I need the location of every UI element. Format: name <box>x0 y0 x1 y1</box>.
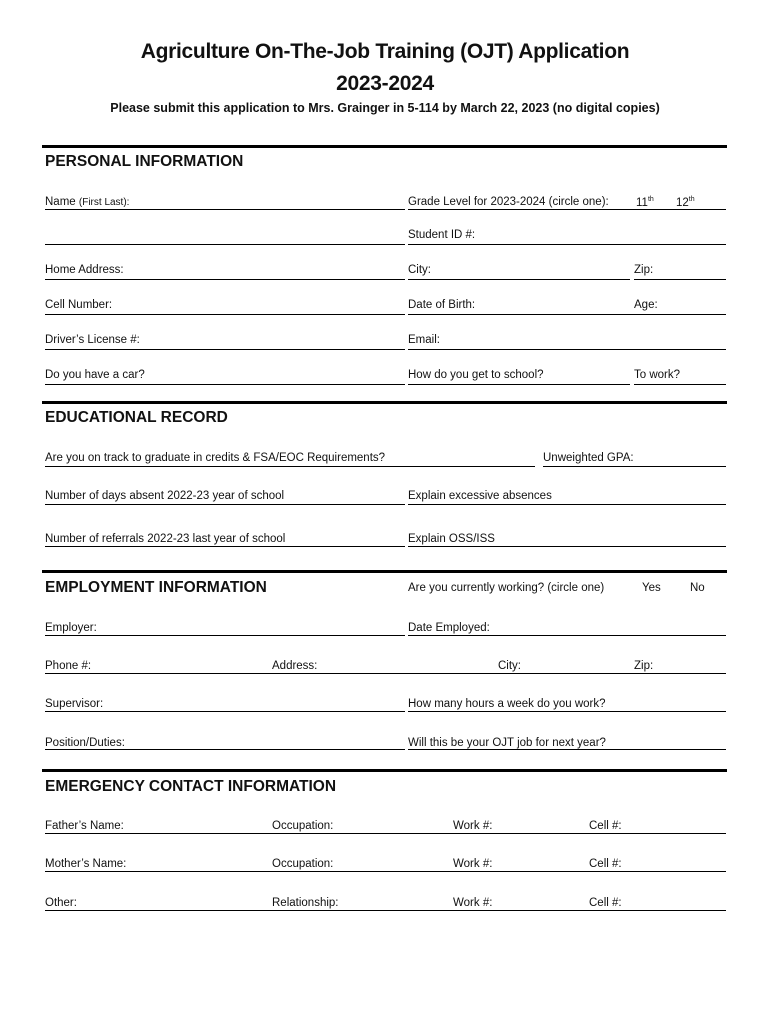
graduation-track-label: Are you on track to graduate in credits & FSA/EOC Requirements? <box>45 452 386 464</box>
city-field[interactable] <box>408 279 630 280</box>
grade-label: Grade Level for 2023-2024 (circle one): <box>408 196 609 208</box>
employer-city-label: City: <box>498 660 521 672</box>
days-absent-label: Number of days absent 2022-23 year of school <box>45 490 285 502</box>
grade-12-option[interactable] <box>676 196 695 209</box>
mother-cell-label: Cell #: <box>589 858 622 870</box>
employer-label: Employer: <box>45 622 97 634</box>
email-label: Email: <box>408 334 440 346</box>
school-transport-label: How do you get to school? <box>408 369 544 381</box>
name-field[interactable] <box>45 209 405 210</box>
grade-11-option[interactable] <box>636 196 654 209</box>
name-label-text: Name <box>45 196 76 208</box>
mother-work-label: Work #: <box>453 858 493 870</box>
grade-12-suffix: th <box>688 196 695 203</box>
employment-heading: EMPLOYMENT INFORMATION <box>45 579 267 596</box>
employer-field[interactable] <box>45 635 405 636</box>
date-employed-field[interactable] <box>408 635 726 636</box>
other-relationship-label: Relationship: <box>272 897 339 909</box>
other-name-label: Other: <box>45 897 77 909</box>
name-label <box>45 196 129 208</box>
employer-phone-label: Phone #: <box>45 660 92 672</box>
school-transport-field[interactable] <box>408 384 630 385</box>
home-address-label: Home Address: <box>45 264 124 276</box>
personal-heading: PERSONAL INFORMATION <box>45 153 244 170</box>
grade-underline <box>408 209 726 210</box>
supervisor-field[interactable] <box>45 711 405 712</box>
section-divider <box>42 570 727 573</box>
father-work-label: Work #: <box>453 820 493 832</box>
other-contact-field[interactable] <box>45 910 726 911</box>
section-divider <box>42 401 727 404</box>
hours-label: How many hours a week do you work? <box>408 698 606 710</box>
employer-zip-label: Zip: <box>634 660 654 672</box>
car-label: Do you have a car? <box>45 369 145 381</box>
other-cell-label: Cell #: <box>589 897 622 909</box>
mother-name-label: Mother’s Name: <box>45 858 127 870</box>
other-work-label: Work #: <box>453 897 493 909</box>
employer-contact-field[interactable] <box>45 673 726 674</box>
form-year: 2023-2024 <box>336 72 434 95</box>
grade-12-text: 12 <box>676 196 689 209</box>
student-id-field[interactable] <box>408 244 726 245</box>
home-address-field[interactable] <box>45 279 405 280</box>
car-field[interactable] <box>45 384 405 385</box>
employer-address-label: Address: <box>272 660 318 672</box>
mother-contact-field[interactable] <box>45 871 726 872</box>
submission-instructions: Please submit this application to Mrs. Grainger in 5-114 by March 22, 2023 (no digital copies) <box>110 101 660 115</box>
gpa-field[interactable] <box>543 466 726 467</box>
work-transport-label: To work? <box>634 369 681 381</box>
license-label: Driver’s License #: <box>45 334 140 346</box>
father-cell-label: Cell #: <box>589 820 622 832</box>
ojt-next-year-label: Will this be your OJT job for next year? <box>408 737 606 749</box>
supervisor-label: Supervisor: <box>45 698 104 710</box>
name-hint: (First Last): <box>78 197 130 208</box>
dob-label: Date of Birth: <box>408 299 476 311</box>
age-field[interactable] <box>596 314 726 315</box>
hours-field[interactable] <box>408 711 726 712</box>
cell-number-field[interactable] <box>45 314 405 315</box>
date-employed-label: Date Employed: <box>408 622 490 634</box>
mother-occupation-label: Occupation: <box>272 858 334 870</box>
working-yes-option[interactable]: Yes <box>642 582 661 594</box>
position-field[interactable] <box>45 749 405 750</box>
grade-11-suffix: th <box>647 196 654 203</box>
section-divider <box>42 769 727 772</box>
explain-absences-field[interactable] <box>408 504 726 505</box>
father-contact-field[interactable] <box>45 833 726 834</box>
work-transport-field[interactable] <box>634 384 726 385</box>
explain-oss-label: Explain OSS/ISS <box>408 533 495 545</box>
explain-absences-label: Explain excessive absences <box>408 490 552 502</box>
city-label: City: <box>408 264 431 276</box>
gpa-label: Unweighted GPA: <box>543 452 634 464</box>
email-field[interactable] <box>408 349 726 350</box>
working-no-option[interactable]: No <box>690 582 705 594</box>
zip-field[interactable] <box>634 279 726 280</box>
referrals-field[interactable] <box>45 546 405 547</box>
grade-11-text: 11 <box>636 196 648 209</box>
name-continued-field[interactable] <box>45 244 405 245</box>
days-absent-field[interactable] <box>45 504 405 505</box>
referrals-label: Number of referrals 2022-23 last year of school <box>45 533 286 545</box>
ojt-next-year-field[interactable] <box>408 749 726 750</box>
explain-oss-field[interactable] <box>408 546 726 547</box>
zip-label: Zip: <box>634 264 654 276</box>
father-occupation-label: Occupation: <box>272 820 334 832</box>
emergency-heading: EMERGENCY CONTACT INFORMATION <box>45 778 337 795</box>
father-name-label: Father’s Name: <box>45 820 124 832</box>
education-heading: EDUCATIONAL RECORD <box>45 409 228 426</box>
section-divider <box>42 145 727 148</box>
age-label: Age: <box>634 299 658 311</box>
cell-number-label: Cell Number: <box>45 299 113 311</box>
currently-working-label: Are you currently working? (circle one) <box>408 582 605 594</box>
position-label: Position/Duties: <box>45 737 125 749</box>
form-title: Agriculture On-The-Job Training (OJT) Application <box>140 40 630 63</box>
student-id-label: Student ID #: <box>408 229 476 241</box>
license-field[interactable] <box>45 349 405 350</box>
graduation-track-field[interactable] <box>45 466 535 467</box>
